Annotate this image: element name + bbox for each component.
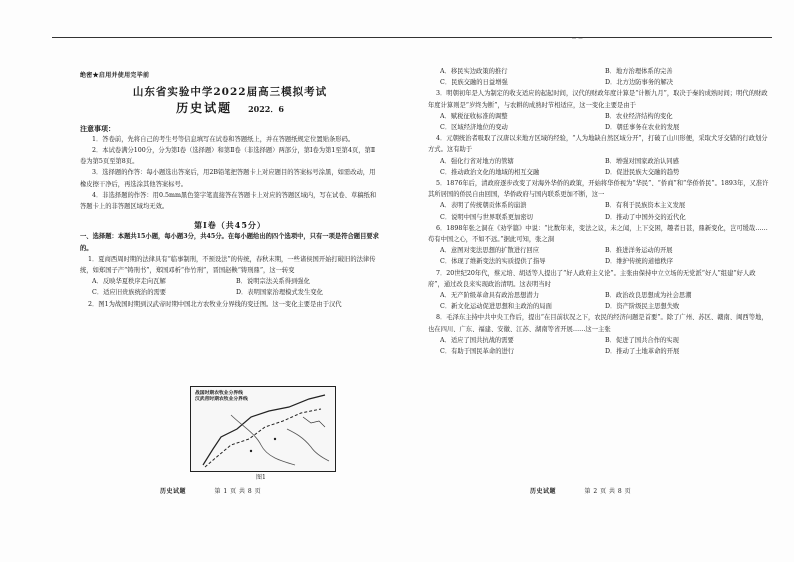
question-8: 8．毛泽东主持中共中央工作后，提出“在目前状况之下，农民的经济问题是首要”。除了广州、苏区、赣南、闽西等地，也在四川、广东、福建、安徽、江苏、湖南等省开展……这一主张: [428, 314, 768, 333]
q5-option-d: D．推动了中国外交的近代化: [605, 213, 686, 221]
school-title: 山东省实验中学2022届高三模拟考试: [132, 86, 328, 99]
question-8-options: [428, 335, 770, 357]
question-6-options: [428, 245, 770, 267]
q2-option-d: D．北方边防事务的解决: [605, 79, 674, 87]
question-7-options: [428, 290, 770, 312]
q8-option-c: C．有助于国民革命的进行: [440, 348, 515, 356]
top-mark: _ _: [572, 30, 583, 39]
q2-option-a: A．移民实边政策的推行: [440, 68, 508, 75]
question-5: 5．1876年后，清政府逐步改变了对海外华侨的政策，开始将华侨视为“华民”、“侨商”和“华侨侨民”。1893年，又准许其所居国的侨民自由回国，华侨政府与国内联系更加不断，这一: [428, 180, 769, 199]
q6-option-d: D．维护传统的道德秩序: [605, 258, 674, 266]
notes-title: 注意事项：: [80, 123, 115, 133]
q3-option-c: C．区域经济地位的变动: [440, 124, 508, 132]
q8-option-d: D．推动了土地革命的开展: [605, 348, 680, 356]
secret-label: 绝密★启用并使用完毕前: [80, 72, 150, 79]
right-footer-subject: 历史试题: [530, 488, 557, 495]
legend-warring-states: 战国时期农牧业分界线: [195, 390, 243, 396]
q1-option-d: D．表明国家治理模式发生变化: [236, 289, 323, 297]
q7-option-c: C．新文化运动促进思想和主政治的局面: [440, 303, 552, 311]
question-2: 2．图1为战国时期到汉武帝时期中国北方农牧业分界线的变迁图。这一变化主要是由于汉代: [88, 300, 342, 308]
q4-option-a: A．强化行省对地方的管辖: [440, 157, 514, 165]
q7-option-a: A．无产阶级革命具有政治思想潜力: [440, 292, 540, 300]
q6-option-c: C．体现了维新变法的实质提供了指导: [440, 258, 546, 266]
q7-option-d: D．资产阶级民主思想失败: [605, 303, 680, 311]
q6-option-b: B．推进洋务运动的开展: [605, 247, 673, 255]
figure-caption: 图1: [256, 474, 266, 481]
question-2-options: [428, 66, 770, 88]
question-7: 7．20世纪20年代，蔡元培、胡适等人提出了“好人政府主义论”。主张由保持中立立场的无党派“好人”组建“好人政府”，通过改良来实现政治清明。这表明当时: [428, 269, 756, 288]
map-figure: [190, 386, 336, 472]
exam-date: 2022．6: [248, 104, 284, 115]
subject-title: 历史试题: [176, 101, 233, 116]
q4-option-b: B．增强对国家政治认同感: [605, 157, 679, 165]
q3-option-d: D．朝廷事务在农业的发展: [605, 124, 680, 132]
q8-option-a: A．适应了国共抗战的需要: [440, 336, 514, 344]
left-page: [80, 70, 380, 310]
note-2: 2．本试卷满分100分，分为第Ⅰ卷（选择题）和第Ⅱ卷（非选择题）两部分，第Ⅰ卷为第1至第4页，第Ⅱ卷为第5页至第8页。: [80, 147, 376, 166]
right-footer-page: 第 2 页 共 8 页: [584, 488, 632, 495]
top-rule: [52, 37, 772, 38]
left-footer-page: 第 1 页 共 8 页: [214, 488, 262, 495]
left-footer: [160, 486, 261, 495]
note-4: 4．非选择题的作答：用0.5mm黑色签字笔直接答在答题卡上对应的答题区域内，写在试卷、草稿纸和答题卡上的非答题区域均无效。: [80, 191, 377, 211]
question-1: 1．夏商西周时期的法律具有“临事制刑，不预设法”的传统，春秋末期，一些诸侯国开始打破旧的法律传统，如郑国子产“铸刑书”，郑国邓析“作竹刑”，晋国赵鞅“铸刑鼎”，这一转变: [80, 255, 376, 275]
question-4: 4．元朝统治者吸取了汉唐以来地方区域的经验，“人为地缺自然区域分开”，打破了山川形便，采取犬牙交错的行政划分方式。这有助于: [428, 135, 768, 154]
section-heading: 一、选择题：本题共15小题，每小题3分，共45分。在每小题给出的四个选项中，只有一项是符合题目要求的。: [80, 233, 379, 252]
q1-option-c: C．适应旧贵族统治的需要: [92, 289, 167, 297]
q5-option-c: C．说明中国与世界联系更加密切: [440, 213, 533, 221]
q4-option-c: C．推动政治文化的地域的相互交融: [440, 168, 540, 176]
question-3: 3．明朝初年是人为制定的收支适应的起起时间，汉代的财政年度计算是“计断九月”，取决于秦的成熟时间；明代的财政年度计算则是“岁终为断”，与农耕的成熟时节相适应，这一变化主要是由于: [428, 90, 768, 109]
q1-option-b: B．说明宗法关系得到强化: [236, 278, 310, 286]
q3-option-b: B．农业经济结构的变化: [605, 112, 673, 120]
legend-han: 汉武帝时期农牧业分界线: [195, 396, 248, 402]
question-6: 6．1898年张之洞在《劝学篇》中说：“比数年来，变法之议，未之闻，上下交困，趣者日甚，鼎新变化，岂可缓哉……苟有中国之心，不如不远。”据此可知，张之洞: [428, 224, 768, 244]
question-4-options: [428, 156, 770, 178]
note-3: 3．选择题的作答：每小题选出答案后，用2B铅笔把答题卡上对应题目的答案标号涂黑，如需改动，用橡皮擦干净后，再选涂其他答案标号。: [80, 169, 376, 188]
q5-option-b: B．有利于民族资本主义发展: [605, 202, 686, 210]
map-legend: [195, 390, 248, 402]
q3-option-a: A．赋税征收标准的调整: [440, 112, 508, 120]
note-1: 1．答卷前，先将自己的考生号等信息填写在试卷和答题纸上，并在答题纸规定位置贴条形码。: [92, 135, 355, 143]
q5-option-a: A．表明了传统朝贡体系的崩溃: [440, 202, 527, 210]
q7-option-b: B．政治改良思想成为社会思潮: [605, 292, 692, 300]
question-3-options: [428, 111, 770, 133]
volume-title: 第Ⅰ卷（共45分）: [194, 220, 266, 231]
left-footer-subject: 历史试题: [160, 488, 187, 495]
q2-option-c: C．民族交融的日益增强: [440, 79, 508, 87]
q2-option-b: B．地方治理体系的完善: [605, 68, 673, 75]
subject-line: [80, 103, 380, 116]
q8-option-b: B．促进了国共合作的实现: [605, 336, 679, 344]
q6-option-a: A．意图对变法思想的扩散进行回应: [440, 247, 540, 255]
question-5-options: [428, 200, 770, 222]
right-footer: [530, 486, 631, 495]
q4-option-d: D．促进民族大交融的趋势: [605, 168, 680, 176]
question-1-options: [80, 276, 380, 298]
q1-option-a: A．反映华夏秩序走向瓦解: [92, 278, 166, 286]
right-page: [428, 66, 770, 357]
